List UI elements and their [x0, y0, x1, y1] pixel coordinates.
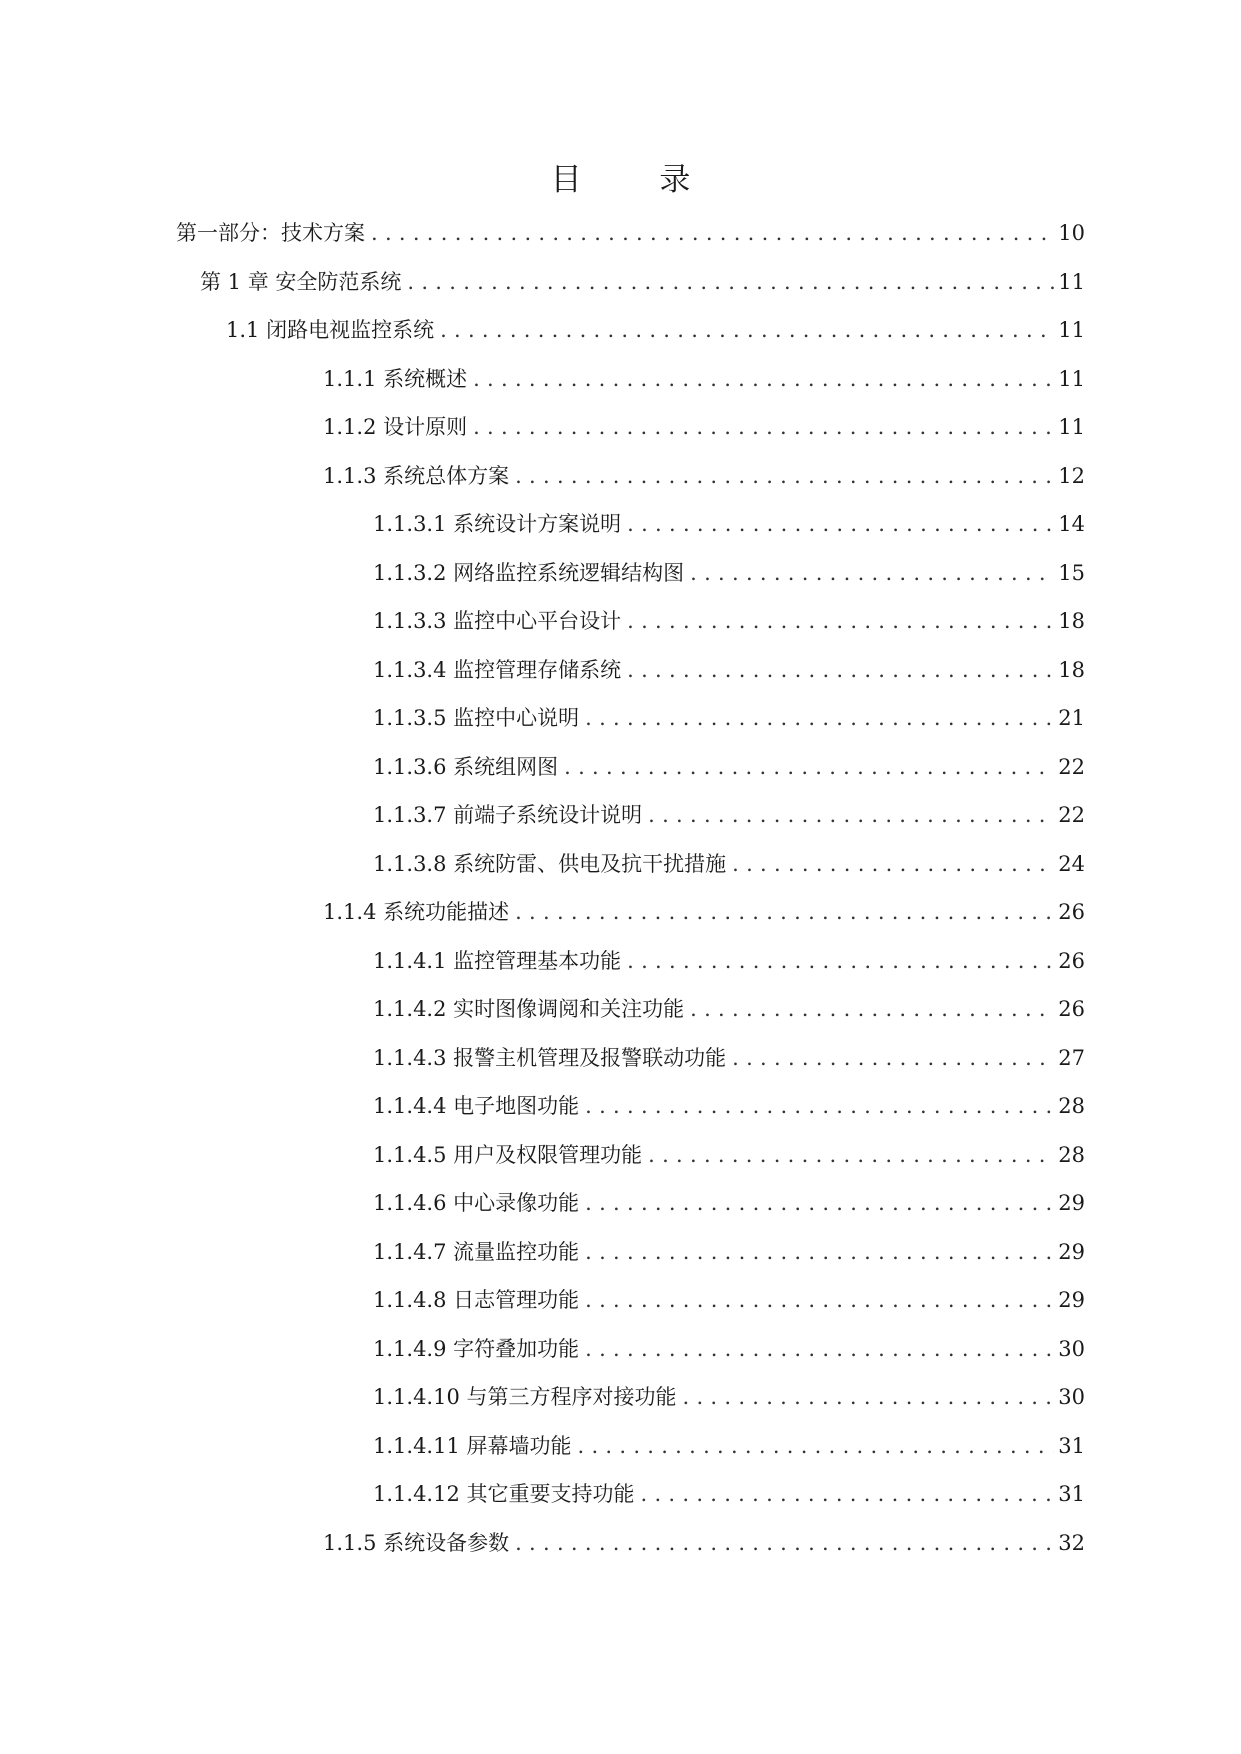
- toc-entry[interactable]: [373, 505, 1085, 539]
- toc-entry[interactable]: [373, 1233, 1085, 1267]
- toc-entry-page-number: 26: [1058, 900, 1085, 924]
- toc-entry-page-number: 26: [1058, 948, 1085, 973]
- toc-entry-title: 第一部分：技术方案: [176, 221, 365, 245]
- toc-entry-page-number: 29: [1058, 1239, 1085, 1264]
- toc-dot-leader: [648, 1140, 1054, 1170]
- toc-entry-title: 1.1.3.6 系统组网图: [373, 754, 559, 779]
- toc-entry-title: 1.1 闭路电视监控系统: [226, 318, 435, 342]
- toc-entry[interactable]: [323, 360, 1085, 394]
- toc-dot-leader: [641, 1479, 1055, 1509]
- toc-dot-leader: [627, 606, 1054, 636]
- toc-entry-title: 1.1.4.12 其它重要支持功能: [373, 1482, 635, 1506]
- toc-entry-page-number: 32: [1058, 1530, 1085, 1555]
- toc-entry-title: 1.1.4.8 日志管理功能: [373, 1288, 580, 1312]
- toc-entry[interactable]: [373, 1039, 1085, 1073]
- toc-dot-leader: [690, 994, 1054, 1024]
- toc-entry-page-number: 30: [1058, 1385, 1085, 1409]
- toc-entry[interactable]: [373, 699, 1085, 733]
- toc-dot-leader: [627, 509, 1054, 539]
- toc-entry[interactable]: [373, 748, 1085, 782]
- toc-entry[interactable]: [373, 554, 1085, 588]
- toc-entry-title: 1.1.3.7 前端子系统设计说明: [373, 803, 643, 827]
- toc-entry-page-number: 11: [1058, 415, 1085, 439]
- toc-entry-page-number: 11: [1058, 269, 1085, 294]
- toc-entry-page-number: 29: [1058, 1288, 1085, 1312]
- toc-dot-leader: [473, 364, 1054, 394]
- toc-entry-page-number: 15: [1058, 560, 1085, 585]
- toc-entry-page-number: 11: [1058, 318, 1085, 342]
- toc-entry-title: 1.1.1 系统概述: [323, 366, 468, 391]
- toc-entry[interactable]: [373, 1475, 1085, 1509]
- toc-dot-leader: [627, 946, 1054, 976]
- toc-entry-page-number: 14: [1058, 512, 1085, 536]
- toc-entry-title: 1.1.4.6 中心录像功能: [373, 1191, 580, 1215]
- toc-entry[interactable]: [200, 263, 1085, 297]
- toc-dot-leader: [440, 315, 1054, 345]
- toc-entry-title: 1.1.4.2 实时图像调阅和关注功能: [373, 997, 685, 1021]
- toc-entry-page-number: 12: [1058, 463, 1085, 488]
- toc-entry-title: 1.1.4 系统功能描述: [323, 900, 510, 924]
- toc-entry-page-number: 30: [1058, 1336, 1085, 1361]
- toc-dot-leader: [515, 1528, 1054, 1558]
- toc-entry-page-number: 22: [1058, 754, 1085, 779]
- toc-entry-page-number: 21: [1058, 706, 1085, 730]
- toc-entry[interactable]: [323, 408, 1085, 442]
- toc-entry[interactable]: [373, 602, 1085, 636]
- toc-entry[interactable]: [373, 1184, 1085, 1218]
- toc-dot-leader: [578, 1431, 1055, 1461]
- toc-entry-title: 1.1.3.8 系统防雷、供电及抗干扰措施: [373, 851, 727, 876]
- toc-dot-leader: [585, 1285, 1054, 1315]
- toc-entry-title: 1.1.4.10 与第三方程序对接功能: [373, 1385, 677, 1409]
- toc-dot-leader: [627, 655, 1054, 685]
- toc-entry[interactable]: [323, 1524, 1085, 1558]
- toc-dot-leader: [407, 267, 1054, 297]
- page-title: 目 录: [550, 162, 725, 198]
- toc-dot-leader: [585, 703, 1054, 733]
- toc-entry[interactable]: [373, 1330, 1085, 1364]
- toc-entry-page-number: 18: [1058, 657, 1085, 682]
- toc-entry[interactable]: [226, 311, 1085, 345]
- toc-dot-leader: [515, 897, 1054, 927]
- toc-entry-title: 1.1.4.3 报警主机管理及报警联动功能: [373, 1045, 727, 1070]
- toc-entry-title: 1.1.3.4 监控管理存储系统: [373, 657, 622, 682]
- toc-dot-leader: [732, 1043, 1054, 1073]
- toc-entry[interactable]: [373, 651, 1085, 685]
- toc-entry-title: 1.1.4.11 屏幕墙功能: [373, 1433, 572, 1458]
- toc-entry-page-number: 10: [1058, 221, 1085, 245]
- toc-entry-page-number: 29: [1058, 1191, 1085, 1215]
- toc-entry-page-number: 22: [1058, 803, 1085, 827]
- toc-entry[interactable]: [373, 1281, 1085, 1315]
- toc-entry-page-number: 28: [1058, 1142, 1085, 1167]
- toc-entry-title: 1.1.3.3 监控中心平台设计: [373, 609, 622, 633]
- toc-entry-page-number: 27: [1058, 1045, 1085, 1070]
- toc-entry-title: 1.1.2 设计原则: [323, 415, 468, 439]
- toc-dot-leader: [564, 752, 1054, 782]
- toc-dot-leader: [690, 558, 1054, 588]
- toc-entry-title: 1.1.4.4 电子地图功能: [373, 1094, 580, 1118]
- toc-entry-title: 1.1.3.5 监控中心说明: [373, 706, 580, 730]
- toc-dot-leader: [732, 849, 1054, 879]
- toc-entry-page-number: 26: [1058, 997, 1085, 1021]
- toc-dot-leader: [371, 218, 1054, 248]
- toc-entry[interactable]: [323, 893, 1085, 927]
- toc-dot-leader: [473, 412, 1054, 442]
- toc-entry-title: 1.1.5 系统设备参数: [323, 1530, 510, 1555]
- toc-dot-leader: [683, 1382, 1055, 1412]
- toc-entry[interactable]: [373, 942, 1085, 976]
- toc-entry[interactable]: [373, 990, 1085, 1024]
- toc-entry-title: 1.1.3 系统总体方案: [323, 463, 510, 488]
- toc-dot-leader: [585, 1334, 1054, 1364]
- toc-entry-page-number: 31: [1058, 1482, 1085, 1506]
- toc-entry[interactable]: [176, 214, 1085, 248]
- toc-entry[interactable]: [373, 1087, 1085, 1121]
- toc-entry[interactable]: [323, 457, 1085, 491]
- toc-dot-leader: [585, 1237, 1054, 1267]
- toc-entry[interactable]: [373, 1427, 1085, 1461]
- toc-entry-title: 第 1 章 安全防范系统: [200, 269, 402, 294]
- toc-entry[interactable]: [373, 796, 1085, 830]
- toc-entry-page-number: 11: [1058, 366, 1085, 391]
- toc-entry-title: 1.1.3.2 网络监控系统逻辑结构图: [373, 560, 685, 585]
- toc-dot-leader: [515, 461, 1054, 491]
- toc-entry[interactable]: [373, 845, 1085, 879]
- toc-entry-page-number: 28: [1058, 1094, 1085, 1118]
- toc-dot-leader: [585, 1091, 1054, 1121]
- toc-dot-leader: [648, 800, 1054, 830]
- toc-entry-title: 1.1.4.9 字符叠加功能: [373, 1336, 580, 1361]
- toc-entry-page-number: 31: [1058, 1433, 1085, 1458]
- toc-dot-leader: [585, 1188, 1054, 1218]
- toc-entry[interactable]: [373, 1378, 1085, 1412]
- toc-entry-title: 1.1.4.7 流量监控功能: [373, 1239, 580, 1264]
- toc-entry-title: 1.1.3.1 系统设计方案说明: [373, 512, 622, 536]
- toc-entry-page-number: 24: [1058, 851, 1085, 876]
- toc-entry-title: 1.1.4.5 用户及权限管理功能: [373, 1142, 643, 1167]
- toc-entry-page-number: 18: [1058, 609, 1085, 633]
- toc-entry-title: 1.1.4.1 监控管理基本功能: [373, 948, 622, 973]
- toc-entry[interactable]: [373, 1136, 1085, 1170]
